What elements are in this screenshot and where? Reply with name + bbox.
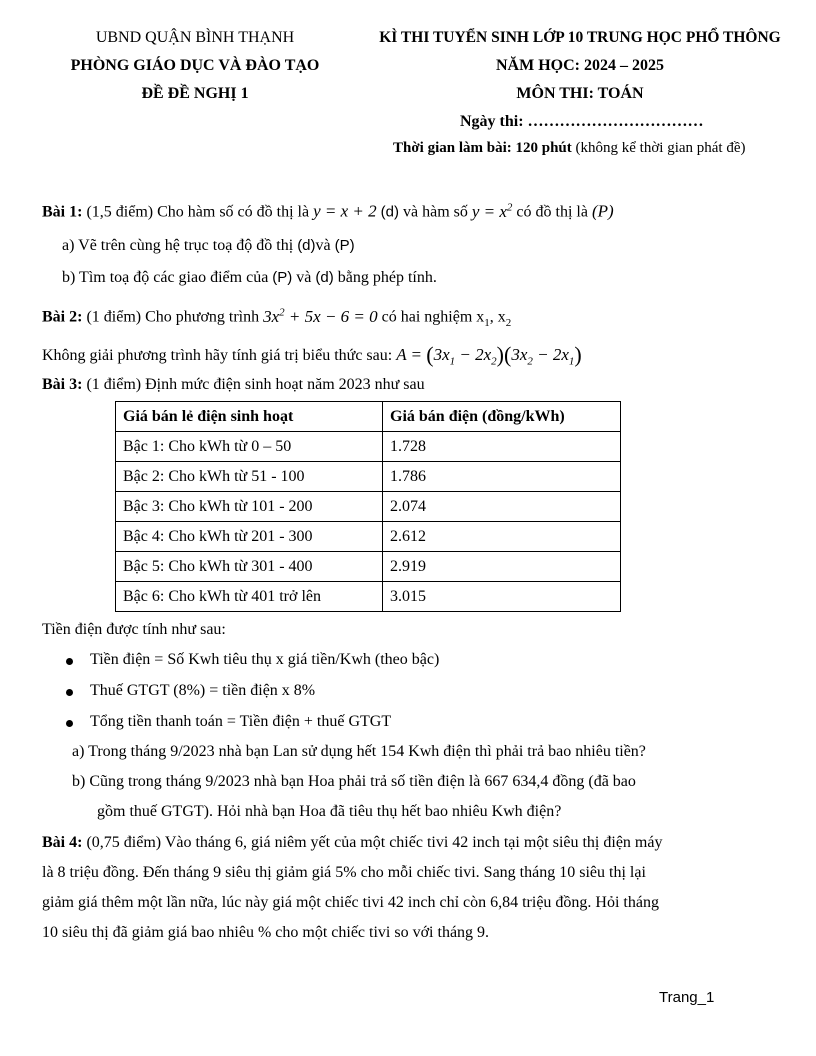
- bai4-text1: (0,75 điểm) Vào tháng 6, giá niêm yết của một chiếc tivi 42 inch tại một siêu thị điện máy: [82, 834, 663, 851]
- table-cell: 2.074: [383, 492, 621, 522]
- table-cell: Bậc 3: Cho kWh từ 101 - 200: [116, 492, 383, 522]
- proposal-label: ĐỀ ĐỀ NGHỊ 1: [141, 85, 249, 102]
- bai3-label: Bài 3:: [42, 376, 83, 393]
- bai1-a: [62, 237, 355, 255]
- bai1-b-p: (P): [272, 269, 293, 286]
- exam-title: KÌ THI TUYỂN SINH LỚP 10 TRUNG HỌC PHỔ THÔNG: [379, 29, 781, 46]
- table-row: [116, 462, 621, 492]
- table-header-row: [116, 402, 621, 432]
- bai1-eq2-base: y = x: [471, 201, 507, 221]
- table-cell: Bậc 1: Cho kWh từ 0 – 50: [116, 432, 383, 462]
- bai1-d: (d): [380, 203, 399, 221]
- expr-t4: − 2x: [532, 345, 569, 364]
- table-cell: 2.612: [383, 522, 621, 552]
- bai4-line2: là 8 triệu đồng. Đến tháng 9 siêu thị giảm giá 5% cho mỗi chiếc tivi. Sang tháng 10 siêu thị lại: [42, 864, 646, 881]
- expr-close2: ): [574, 342, 582, 367]
- table-cell: 1.728: [383, 432, 621, 462]
- bai1-line: [42, 201, 614, 222]
- bai2-text2: có hai nghiệm x: [377, 308, 485, 326]
- bullet-dot: [66, 720, 73, 727]
- table-row: [116, 582, 621, 612]
- table-cell: Bậc 6: Cho kWh từ 401 trở lên: [116, 582, 383, 612]
- expr-t2-sub: 2: [491, 355, 497, 368]
- table-header: Giá bán lẻ điện sinh hoạt: [116, 402, 383, 432]
- bai1-label: Bài 1:: [42, 203, 83, 221]
- bai3-question-b-cont: gồm thuế GTGT). Hỏi nhà bạn Hoa đã tiêu thụ hết bao nhiêu Kwh điện?: [97, 803, 562, 820]
- expr-open2: (: [504, 342, 512, 367]
- bai2-line2: Không giải phương trình hãy tính giá trị biểu thức sau:: [42, 347, 397, 364]
- table-cell: Bậc 4: Cho kWh từ 201 - 300: [116, 522, 383, 552]
- duration-label: Thời gian làm bài: 120 phút: [393, 140, 572, 156]
- duration-note: (không kể thời gian phát đề): [571, 140, 746, 156]
- bai1-b-mid: và: [292, 269, 316, 286]
- expr-t3: 3x: [511, 345, 528, 364]
- bai1-eq2-exp: 2: [506, 201, 513, 213]
- bai1-eq2: [472, 202, 513, 221]
- bai2-sub1: 1: [484, 316, 490, 329]
- bai2-line: [42, 306, 511, 329]
- expr-t1-sub: 1: [449, 355, 456, 368]
- bai1-p: (P): [591, 201, 614, 221]
- bai1-a-p: (P): [334, 237, 355, 254]
- department-name: PHÒNG GIÁO DỤC VÀ ĐÀO TẠO: [70, 57, 320, 74]
- bai2-eq-exp: 2: [279, 306, 285, 318]
- bai3-question-a: a) Trong tháng 9/2023 nhà bạn Lan sử dụng hết 154 Kwh điện thì phải trả bao nhiêu tiền?: [72, 743, 646, 760]
- bai1-eq1: y = x + 2: [313, 201, 377, 221]
- table-row: [116, 522, 621, 552]
- bai1-text3: có đồ thị là: [512, 203, 592, 221]
- bai1-text: (1,5 điểm) Cho hàm số có đồ thị là: [82, 203, 314, 221]
- bai2-text: (1 điểm) Cho phương trình: [82, 308, 264, 326]
- bai2-expression: [396, 342, 582, 368]
- expr-eq: =: [406, 345, 427, 364]
- bai2-eq-b: + 5x − 6 = 0: [284, 306, 378, 326]
- bai2-label: Bài 2:: [42, 308, 83, 326]
- calc-intro: Tiền điện được tính như sau:: [42, 621, 226, 638]
- subject: MÔN THI: TOÁN: [516, 85, 644, 102]
- exam-date: Ngày thi: ……………………………: [460, 113, 704, 130]
- expr-t2: − 2x: [455, 345, 492, 364]
- bai4-line3: giảm giá thêm một lần nữa, lúc này giá một chiếc tivi 42 inch chỉ còn 6,84 triệu đồng. Hỏi tháng: [42, 894, 659, 911]
- table-cell: 3.015: [383, 582, 621, 612]
- table-row: [116, 492, 621, 522]
- table-header: Giá bán điện (đồng/kWh): [383, 402, 621, 432]
- electricity-rate-table: [115, 401, 621, 612]
- table-cell: 2.919: [383, 552, 621, 582]
- expr-t4-sub: 1: [568, 355, 575, 368]
- bai2-text3: , x: [489, 308, 506, 326]
- duration: [393, 140, 746, 157]
- school-year: NĂM HỌC: 2024 – 2025: [496, 57, 664, 74]
- expr-a: A: [396, 345, 407, 364]
- expr-close1: ): [496, 342, 504, 367]
- bai3-question-b: b) Cũng trong tháng 9/2023 nhà bạn Hoa phải trả số tiền điện là 667 634,4 đồng (đã bao: [72, 773, 636, 790]
- bai1-b-d: (d): [315, 269, 334, 286]
- bai1-text2: và hàm số: [398, 203, 472, 221]
- bai4-label: Bài 4:: [42, 834, 83, 851]
- district-name: UBND QUẬN BÌNH THẠNH: [95, 29, 295, 46]
- bai1-a-d: (d): [297, 237, 316, 254]
- bai2-equation: [263, 307, 378, 326]
- bai3-line: [42, 376, 425, 394]
- expr-open1: (: [426, 342, 434, 367]
- bai3-text: (1 điểm) Định mức điện sinh hoạt năm 2023 như sau: [82, 376, 425, 393]
- table-cell: Bậc 5: Cho kWh từ 301 - 400: [116, 552, 383, 582]
- bai1-b-text: b) Tìm toạ độ các giao điểm của: [62, 269, 273, 286]
- page-number: Trang_1: [659, 989, 715, 1006]
- bai4-line4: 10 siêu thị đã giảm giá bao nhiêu % cho một chiếc tivi so với tháng 9.: [42, 924, 490, 941]
- expr-t1: 3x: [433, 345, 450, 364]
- bullet-dot: [66, 689, 73, 696]
- expr-t3-sub: 2: [527, 355, 533, 368]
- table-cell: Bậc 2: Cho kWh từ 51 - 100: [116, 462, 383, 492]
- bullet-item: Tổng tiền thanh toán = Tiền điện + thuế GTGT: [90, 713, 392, 730]
- bai1-a-text: a) Vẽ trên cùng hệ trục toạ độ đồ thị: [62, 237, 298, 254]
- bai2-sub2: 2: [505, 316, 512, 329]
- bullet-dot: [66, 658, 73, 665]
- bai1-b: [62, 269, 437, 287]
- table-row: [116, 552, 621, 582]
- bai4-line1: [42, 834, 662, 852]
- bai2-eq-a: 3x: [263, 306, 280, 326]
- table-cell: 1.786: [383, 462, 621, 492]
- bullet-item: Thuế GTGT (8%) = tiền điện x 8%: [90, 682, 316, 699]
- bai1-a-mid: và: [315, 237, 335, 254]
- bai1-b-suffix: bằng phép tính.: [333, 269, 437, 286]
- table-row: [116, 432, 621, 462]
- bai2-expression-line: [42, 342, 582, 368]
- bullet-item: Tiền điện = Số Kwh tiêu thụ x giá tiền/Kwh (theo bậc): [90, 651, 440, 668]
